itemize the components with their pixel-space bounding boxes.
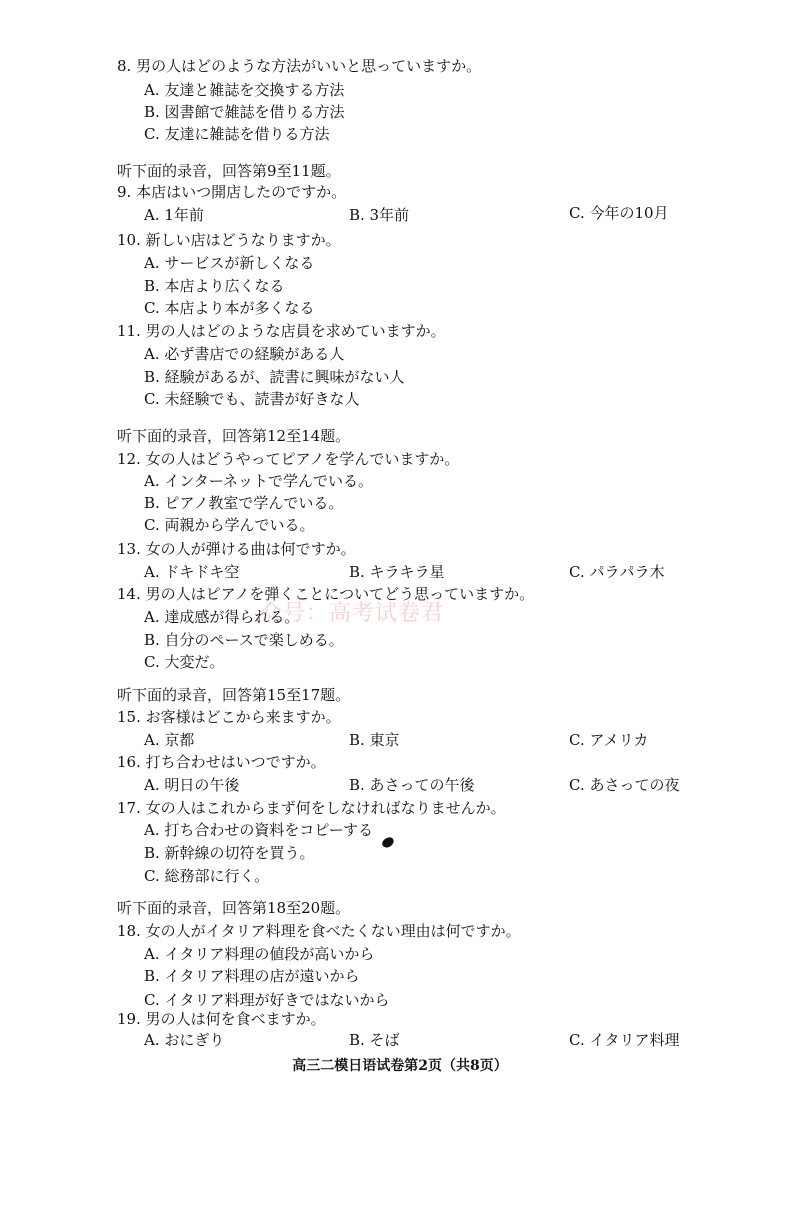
question-19: 19. 男の人は何を食べますか。: [117, 1010, 326, 1028]
q9-option-c: C. 今年の10月: [569, 204, 669, 222]
q14-option-a: A. 達成感が得られる。: [144, 608, 300, 626]
q10-option-a: A. サービスが新しくなる: [144, 254, 315, 272]
q8-option-b: B. 図書館で雑誌を借りる方法: [144, 103, 345, 121]
question-12: 12. 女の人はどうやってピアノを学んでいますか。: [117, 450, 460, 468]
question-16: 16. 打ち合わせはいつですか。: [117, 753, 326, 771]
q8-option-c: C. 友達に雑誌を借りる方法: [144, 125, 330, 143]
q9-option-b: B. 3年前: [349, 206, 410, 224]
q14-option-b: B. 自分のペースで楽しめる。: [144, 631, 344, 649]
watermark: 众号：高考试卷君: [260, 601, 445, 626]
question-11: 11. 男の人はどのような店員を求めていますか。: [117, 322, 446, 340]
q15-option-a: A. 京都: [144, 731, 195, 749]
q11-option-a: A. 必ず書店での経験がある人: [144, 345, 345, 363]
q19-option-c: C. イタリア料理: [569, 1031, 680, 1049]
q10-option-b: B. 本店より広くなる: [144, 277, 285, 295]
section-instruction: 听下面的录音，回答第12至14题。: [117, 427, 351, 445]
page-footer: 高三二模日语试卷第2页（共8页）: [292, 1058, 508, 1074]
section-instruction: 听下面的录音，回答第18至20题。: [117, 899, 351, 917]
q10-option-c: C. 本店より本が多くなる: [144, 299, 315, 317]
question-8: 8. 男の人はどのような方法がいいと思っていますか。: [117, 57, 482, 75]
q11-option-b: B. 経験があるが、読書に興味がない人: [144, 368, 405, 386]
q17-option-b: B. 新幹線の切符を買う。: [144, 844, 315, 862]
q18-option-c: C. イタリア料理が好きではないから: [144, 991, 390, 1009]
q16-option-b: B. あさっての午後: [349, 776, 475, 794]
q15-option-b: B. 東京: [349, 731, 400, 749]
q19-option-b: B. そば: [349, 1031, 400, 1049]
q16-option-a: A. 明日の午後: [144, 776, 240, 794]
question-18: 18. 女の人がイタリア料理を食べたくない理由は何ですか。: [117, 922, 521, 940]
question-14: 14. 男の人はピアノを弾くことについてどう思っていますか。: [117, 585, 535, 603]
q19-option-a: A. おにぎり: [144, 1031, 225, 1049]
q17-option-a: A. 打ち合わせの資料をコピーする: [144, 821, 374, 839]
ink-mark: [381, 836, 396, 849]
q16-option-c: C. あさっての夜: [569, 776, 680, 794]
question-10: 10. 新しい店はどうなりますか。: [117, 231, 341, 249]
q8-option-a: A. 友達と雑誌を交換する方法: [144, 81, 345, 99]
q12-option-c: C. 両親から学んでいる。: [144, 516, 315, 534]
q14-option-c: C. 大変だ。: [144, 653, 225, 671]
section-instruction: 听下面的录音，回答第15至17题。: [117, 686, 351, 704]
q18-option-a: A. イタリア料理の値段が高いから: [144, 945, 375, 963]
q9-option-a: A. 1年前: [144, 206, 204, 224]
q17-option-c: C. 総務部に行く。: [144, 867, 270, 885]
q15-option-c: C. アメリカ: [569, 731, 649, 749]
q18-option-b: B. イタリア料理の店が遠いから: [144, 967, 360, 985]
question-15: 15. お客様はどこから来ますか。: [117, 708, 341, 726]
q13-option-b: B. キラキラ星: [349, 563, 445, 581]
q13-option-c: C. パラパラ木: [569, 563, 665, 581]
q13-option-a: A. ドキドキ空: [144, 563, 240, 581]
q12-option-b: B. ピアノ教室で学んでいる。: [144, 494, 344, 512]
q12-option-a: A. インターネットで学んでいる。: [144, 472, 374, 490]
section-instruction: 听下面的录音，回答第9至11题。: [117, 162, 341, 180]
question-17: 17. 女の人はこれからまず何をしなければなりませんか。: [117, 799, 506, 817]
q11-option-c: C. 未経験でも、読書が好きな人: [144, 390, 360, 408]
question-13: 13. 女の人が弾ける曲は何ですか。: [117, 540, 356, 558]
question-9: 9. 本店はいつ開店したのですか。: [117, 183, 347, 201]
